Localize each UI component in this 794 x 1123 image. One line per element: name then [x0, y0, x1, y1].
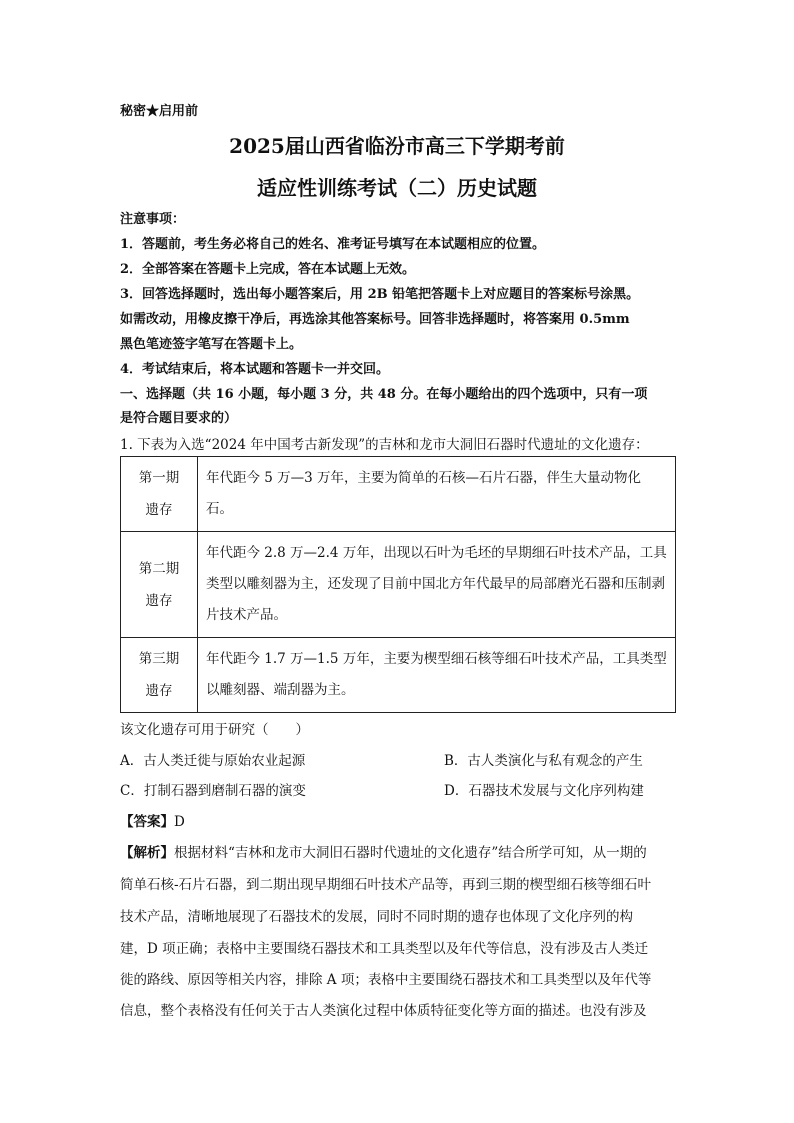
period-description: 年代距今 5 万—3 万年，主要为简单的石核—石片石器，伴生大量动物化石。 — [198, 457, 676, 532]
section-heading-line2: 是符合题目要求的） — [120, 411, 238, 426]
option-b: B．古人类演化与私有观念的产生 — [444, 753, 643, 769]
table-row — [121, 532, 676, 638]
exam-title-line1: 2025届山西省临汾市高三下学期考前 — [229, 134, 565, 158]
analysis-line-6: 信息，整个表格没有任何关于古人类演化过程中体质特征变化等方面的描述。也没有涉及 — [120, 1003, 647, 1019]
notice-item-2: 2．全部答案在答题卡上完成，答在本试题上无效。 — [120, 262, 416, 277]
table-row — [121, 638, 676, 713]
analysis-line-3: 技术产品，清晰地展现了石器技术的发展，同时不同时期的遗存也体现了文化序列的构 — [120, 909, 633, 925]
period-label: 第三期 遗存 — [121, 638, 198, 713]
option-a: A．古人类迁徙与原始农业起源 — [120, 753, 306, 769]
notice-item-1: 1．答题前，考生务必将自己的姓名、准考证号填写在本试题相应的位置。 — [120, 237, 546, 252]
culture-remains-table — [120, 456, 676, 713]
answer-value: D — [174, 814, 185, 830]
notice-heading: 注意事项： — [120, 212, 186, 227]
period-description: 年代距今 1.7 万—1.5 万年，主要为楔型细石核等细石叶技术产品，工具类型以雕刻器、端刮器为主。 — [198, 638, 676, 713]
exam-title-line2: 适应性训练考试（二）历史试题 — [257, 176, 537, 200]
analysis-label: 【解析】 — [120, 845, 174, 861]
notice-item-3-line3: 黑色笔迹签字笔写在答题卡上。 — [120, 337, 303, 352]
notice-item-3-line1: 3．回答选择题时，选出每小题答案后，用 2B 铅笔把答题卡上对应题目的答案标号涂黑。 — [120, 287, 640, 302]
secret-label: 秘密★启用前 — [120, 104, 199, 119]
answer-line — [120, 810, 185, 830]
option-c: C．打制石器到磨制石器的演变 — [120, 783, 306, 799]
notice-item-4: 4．考试结束后，将本试题和答题卡一并交回。 — [120, 362, 390, 377]
table-row — [121, 457, 676, 532]
period-label: 第二期 遗存 — [121, 532, 198, 638]
question-1-stem: 1. 下表为入选“2024 年中国考古新发现”的吉林和龙市大洞旧石器时代遗址的文化遗存： — [120, 437, 649, 453]
analysis-line-4: 建，D 项正确；表格中主要围绕石器技术和工具类型以及年代等信息，没有涉及古人类迁 — [120, 941, 649, 957]
section-heading-line1: 一、选择题（共 16 小题，每小题 3 分，共 48 分。在每小题给出的四个选项中，只有一项 — [120, 387, 648, 402]
question-1-ask: 该文化遗存可用于研究（ ） — [120, 722, 309, 738]
period-label: 第一期 遗存 — [121, 457, 198, 532]
analysis-line-5: 徙的路线、原因等相关内容，排除 A 项；表格中主要围绕石器技术和工具类型以及年代等 — [120, 972, 652, 988]
option-d: D．石器技术发展与文化序列构建 — [444, 783, 644, 799]
analysis-line-2: 简单石核-石片石器，到二期出现早期细石叶技术产品等，再到三期的楔型细石核等细石叶 — [120, 877, 652, 893]
answer-label: 【答案】 — [120, 814, 174, 830]
notice-item-3-line2: 如需改动，用橡皮擦干净后，再选涂其他答案标号。回答非选择题时，将答案用 0.5mm — [120, 312, 630, 327]
analysis-line-1: 【解析】根据材料“吉林和龙市大洞旧石器时代遗址的文化遗存”结合所学可知，从一期的 — [120, 845, 647, 861]
period-description: 年代距今 2.8 万—2.4 万年，出现以石叶为毛坯的早期细石叶技术产品，工具类型以雕刻器为主，还发现了目前中国北方年代最早的局部磨光石器和压制剥片技术产品。 — [198, 532, 676, 638]
